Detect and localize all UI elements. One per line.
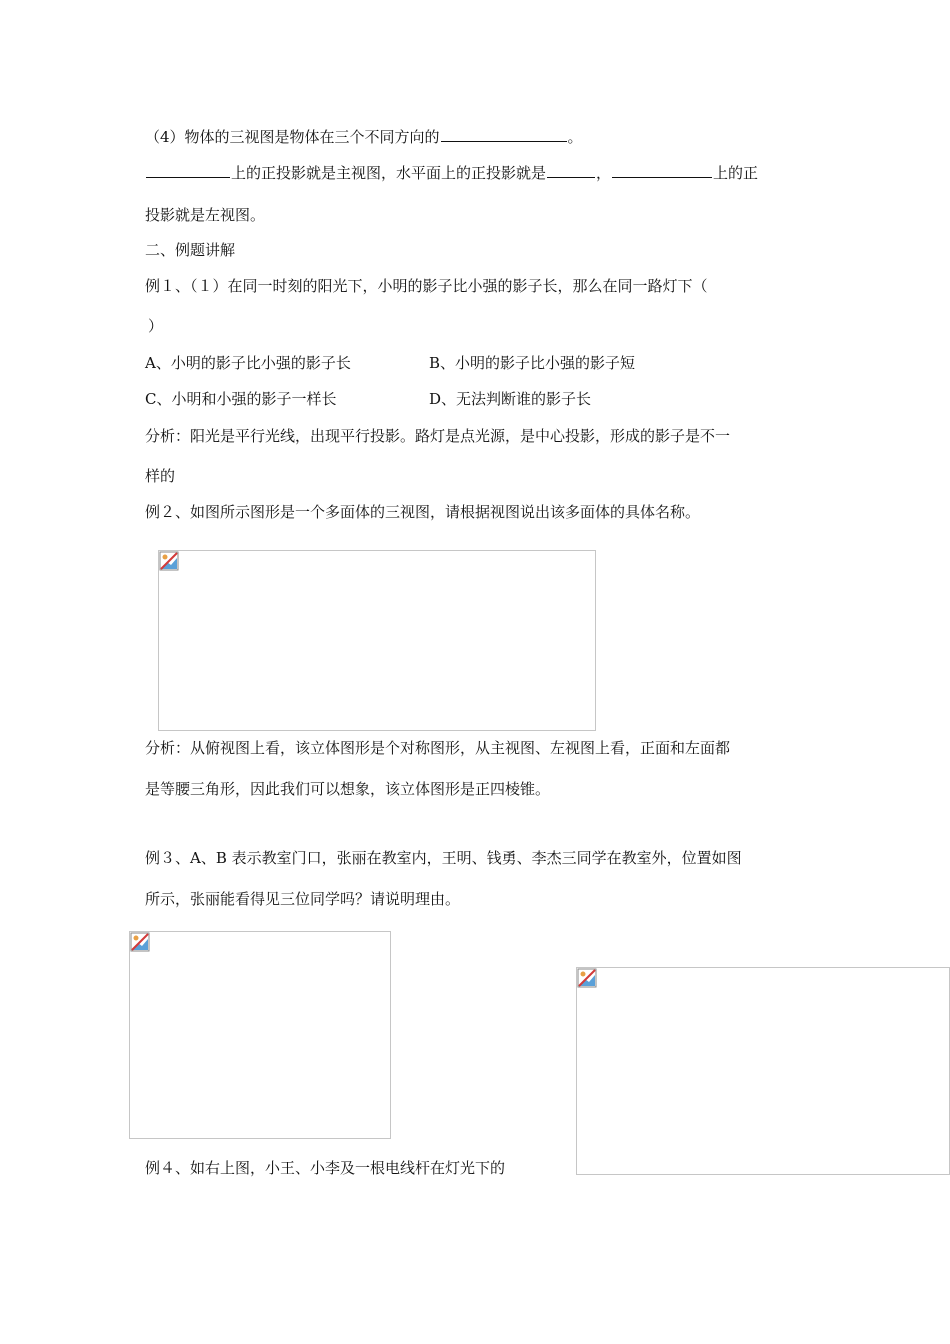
- q4-line2-mid1: 上的正投影就是主视图，水平面上的正投影就是: [231, 164, 547, 182]
- example1-option-d: D、无法判断谁的影子长: [429, 390, 592, 408]
- q4-suffix: 。: [567, 128, 583, 146]
- example1-analysis-line1: 分析：阳光是平行光线，出现平行投影。路灯是点光源，是中心投影，形成的影子是不一: [145, 427, 731, 445]
- q4-prefix: （4）物体的三视图是物体在三个不同方向的: [145, 128, 440, 146]
- example1-option-a: A、小明的影子比小强的影子长: [145, 354, 351, 372]
- example2-analysis-line1: 分析：从俯视图上看，该立体图形是个对称图形，从主视图、左视图上看，正面和左面都: [145, 739, 731, 757]
- fill-blank-4: [612, 163, 712, 178]
- broken-image-icon: [577, 968, 597, 988]
- example1-option-c: C、小明和小强的影子一样长: [145, 390, 337, 408]
- example2-stem: 例２、如图所示图形是一个多面体的三视图，请根据视图说出该多面体的具体名称。: [145, 503, 701, 521]
- q4-line1: [145, 127, 583, 147]
- q4-line2-end: 上的正: [713, 164, 759, 182]
- q4-line3: 投影就是左视图。: [145, 206, 266, 224]
- streetlight-shadow-figure: [576, 967, 950, 1175]
- fill-blank-3: [547, 163, 595, 178]
- example3-line1: 例３、A、B 表示教室门口，张丽在教室内，王明、钱勇、李杰三同学在教室外，位置如图: [145, 849, 742, 867]
- q4-line2: [145, 163, 758, 183]
- example1-paren-close: ）: [148, 317, 164, 335]
- example3-line2: 所示，张丽能看得见三位同学吗？请说明理由。: [145, 890, 461, 908]
- classroom-door-figure: [129, 931, 391, 1139]
- example1-option-b: B、小明的影子比小强的影子短: [429, 354, 636, 372]
- example2-analysis-line2: 是等腰三角形，因此我们可以想象，该立体图形是正四棱锥。: [145, 780, 551, 798]
- fill-blank-2: [146, 163, 230, 178]
- broken-image-icon: [130, 932, 150, 952]
- section-heading: 二、例题讲解: [145, 241, 236, 259]
- fill-blank-1: [441, 127, 567, 142]
- q4-line2-mid2: ，: [596, 164, 612, 182]
- example1-analysis-line2: 样的: [145, 467, 176, 485]
- example4-line1: 例４、如右上图，小王、小李及一根电线杆在灯光下的: [145, 1159, 506, 1177]
- example1-stem: 例１、（１）在同一时刻的阳光下，小明的影子比小强的影子长，那么在同一路灯下（: [145, 277, 708, 295]
- three-view-figure: [158, 550, 596, 731]
- broken-image-icon: [159, 551, 179, 571]
